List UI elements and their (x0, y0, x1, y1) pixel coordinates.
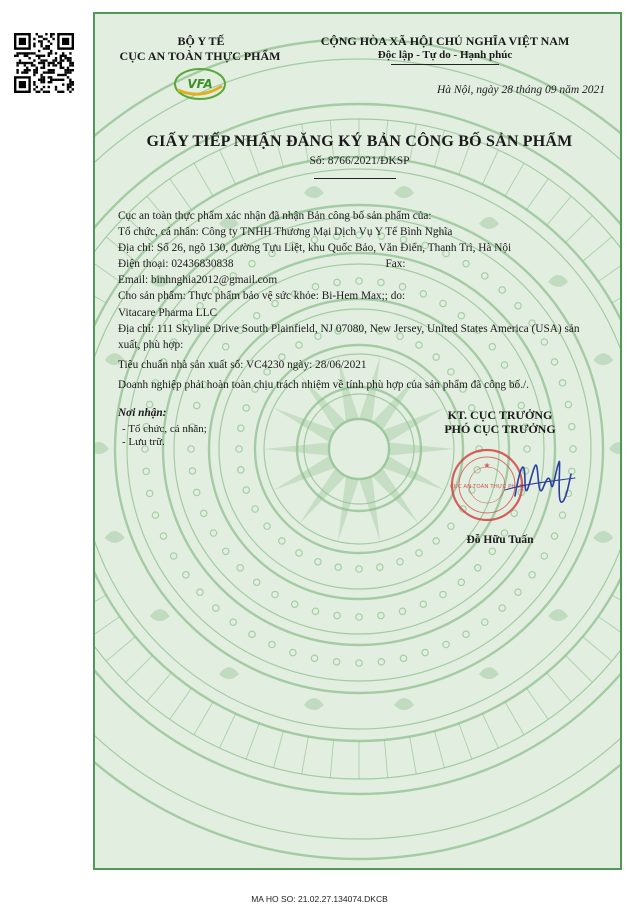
product-line: Cho sản phẩm: Thực phẩm bảo vệ sức khỏe: Bi-Hem Max;; do: (118, 290, 406, 303)
certificate-frame (93, 12, 622, 870)
responsibility-line: Doanh nghiệp phải hoàn toàn chịu trách nhiệm về tính phù hợp của sản phẩm đã công bố./. (118, 378, 529, 391)
recipient-item: - Lưu trữ. (122, 436, 165, 448)
document-title: GIẤY TIẾP NHẬN ĐĂNG KÝ BẢN CÔNG BỐ SẢN PHẨM (146, 133, 573, 150)
qr-code-icon (14, 33, 74, 93)
logo-text: VFA (187, 77, 213, 91)
intro-line: Cục an toàn thực phẩm xác nhận đã nhận Bản công bố sản phẩm của: (118, 210, 432, 222)
svg-text:★: ★ (483, 461, 491, 470)
certificate-content (95, 14, 622, 870)
phone-text: Điện thoại: 02436830838 (118, 258, 234, 271)
manufacturer-address-line: Địa chỉ: 111 Skyline Drive South Plainfield, NJ 07080, New Jersey, United States America (USA) sản xuất, phù hợp: (118, 322, 580, 351)
fax-text: Fax: (385, 258, 406, 271)
nation-motto: Độc lập - Tự do - Hạnh phúc (377, 49, 513, 61)
signer-title-2: PHÓ CỤC TRƯỞNG (444, 422, 556, 436)
signer-title-1: KT. CỤC TRƯỞNG (447, 408, 553, 422)
issue-date: Hà Nội, ngày 28 tháng 09 năm 2021 (436, 84, 605, 96)
manufacturer-line: Vitacare Pharma LLC (118, 306, 218, 319)
handwritten-signature (495, 444, 585, 516)
agency-ministry: BỘ Y TẾ (177, 34, 225, 48)
email-line: Email: binhnghia2012@gmail.com (118, 274, 278, 287)
address-line: Địa chỉ: Số 26, ngõ 130, đường Tựu Liệt, khu Quốc Bảo, Văn Điển, Thanh Trì, Hà Nội (118, 242, 512, 255)
motto-underline (391, 64, 499, 65)
nation-title: CỘNG HÒA XÃ HỘI CHỦ NGHĨA VIỆT NAM (320, 34, 570, 48)
vfa-logo-icon (172, 64, 228, 102)
signer-name: Đỗ Hữu Tuấn (466, 534, 534, 546)
certificate-body (118, 208, 588, 393)
organization-line: Tổ chức, cá nhân: Công ty TNHH Thương Mại Dịch Vụ Y Tế Bình Nghĩa (118, 226, 453, 239)
agency-department: CỤC AN TOÀN THỰC PHẨM (119, 49, 281, 63)
recipients-heading: Nơi nhận: (118, 407, 167, 419)
recipient-item: - Tổ chức, cá nhân; (122, 423, 207, 435)
seal-text: CỤC AN TOÀN THỰC PHẨM (449, 484, 525, 490)
document-number: Số: 8766/2021/ĐKSP (309, 155, 410, 167)
record-code: MA HO SO: 21.02.27.134074.DKCB (251, 894, 388, 904)
number-underline (314, 178, 396, 179)
phone-fax-line (118, 256, 588, 272)
standard-line: Tiêu chuẩn nhà sản xuất số: VC4230 ngày: 28/06/2021 (118, 358, 367, 371)
